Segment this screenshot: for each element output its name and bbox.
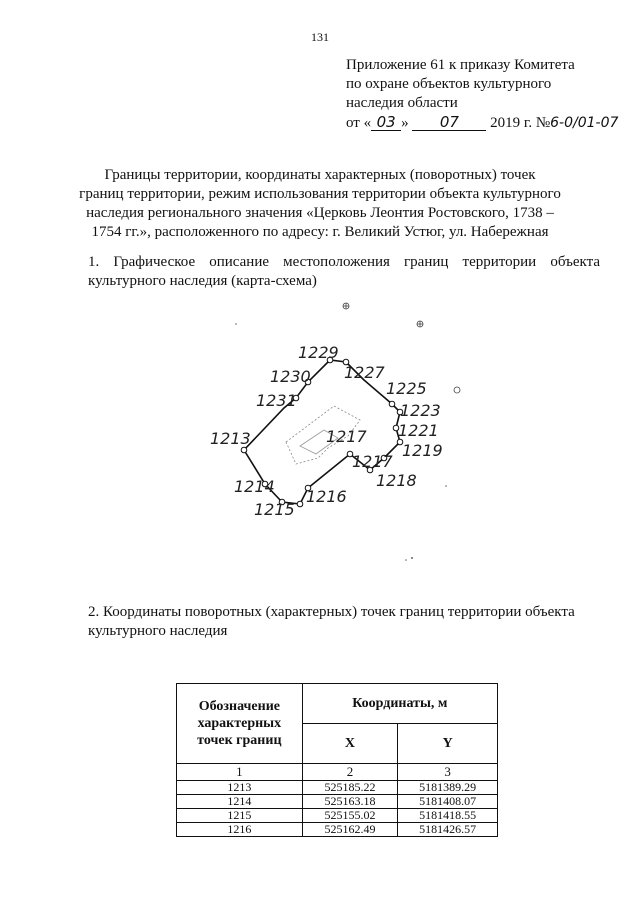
title-line-4: 1754 гг.», расположенного по адресу: г. Великий Устюг, ул. Набережная	[91, 224, 549, 240]
header-date-line	[346, 114, 618, 133]
title-line-3: наследия регионального значения «Церковь Леонтия Ростовского, 1738 –	[86, 205, 554, 221]
section1-line-2: культурного наследия (карта-схема)	[88, 273, 317, 289]
point-label-1213: 1213	[210, 429, 251, 448]
table-row	[177, 781, 498, 795]
point-label-1216: 1216	[306, 487, 347, 506]
index-row	[177, 764, 498, 781]
table-row	[177, 795, 498, 809]
point-cell: 1215	[177, 809, 303, 823]
handwritten-day: 03	[371, 115, 401, 131]
x-cell: 525155.02	[302, 809, 398, 823]
handwritten-month: 07	[412, 115, 486, 131]
point-label-1225: 1225	[386, 379, 427, 398]
y-header: Y	[398, 724, 498, 764]
date-prefix: от «	[346, 115, 372, 131]
coords-header: Координаты, м	[302, 684, 497, 724]
handwritten-number: 6-0/01-07	[550, 115, 619, 131]
y-cell: 5181426.57	[398, 823, 498, 837]
point-label-1227: 1227	[344, 363, 385, 382]
points-header: Обозначение характерных точек границ	[177, 684, 303, 764]
point-label-1219: 1219	[402, 441, 443, 460]
index-cell: 2	[302, 764, 398, 781]
index-cell: 3	[398, 764, 498, 781]
point-label-1229: 1229	[298, 343, 339, 362]
x-header: X	[302, 724, 398, 764]
point-label-1231: 1231	[256, 391, 297, 410]
title-line-1: Границы территории, координаты характерных (поворотных) точек	[104, 167, 536, 183]
y-cell: 5181389.29	[398, 781, 498, 795]
point-label-1215: 1215	[254, 500, 295, 519]
point-label-1214: 1214	[234, 477, 275, 496]
index-cell: 1	[177, 764, 303, 781]
y-cell: 5181408.07	[398, 795, 498, 809]
point-cell: 1216	[177, 823, 303, 837]
title-line-2: границ территории, режим использования территории объекта культурного	[79, 186, 561, 202]
header-line-2: по охране объектов культурного	[346, 76, 552, 92]
x-cell: 525162.49	[302, 823, 398, 837]
header-line-3: наследия области	[346, 95, 458, 111]
table-row	[177, 809, 498, 823]
point-label-1223: 1223	[400, 401, 441, 420]
section2-line-2: культурного наследия	[88, 623, 228, 639]
x-cell: 525185.22	[302, 781, 398, 795]
point-label-1221: 1221	[398, 421, 439, 440]
point-cell: 1213	[177, 781, 303, 795]
section2-line-1: 2. Координаты поворотных (характерных) точек границ территории объекта	[88, 604, 575, 620]
point-cell: 1214	[177, 795, 303, 809]
year-text: 2019 г. №	[490, 115, 551, 131]
point-label-1230: 1230	[270, 367, 311, 386]
point-label-1218: 1218	[376, 471, 417, 490]
point-label-1217-b: 1217	[352, 452, 393, 471]
table-row	[177, 823, 498, 837]
y-cell: 5181418.55	[398, 809, 498, 823]
page-number: 131	[311, 30, 329, 44]
section1-line-1: 1. Графическое описание местоположения границ территории объекта	[88, 254, 600, 270]
header-line-1: Приложение 61 к приказу Комитета	[346, 57, 575, 73]
point-label-1217-a: 1217	[326, 427, 367, 446]
date-quote-close: »	[401, 115, 409, 131]
x-cell: 525163.18	[302, 795, 398, 809]
coordinates-table	[176, 683, 498, 837]
boundary-map	[200, 296, 480, 586]
